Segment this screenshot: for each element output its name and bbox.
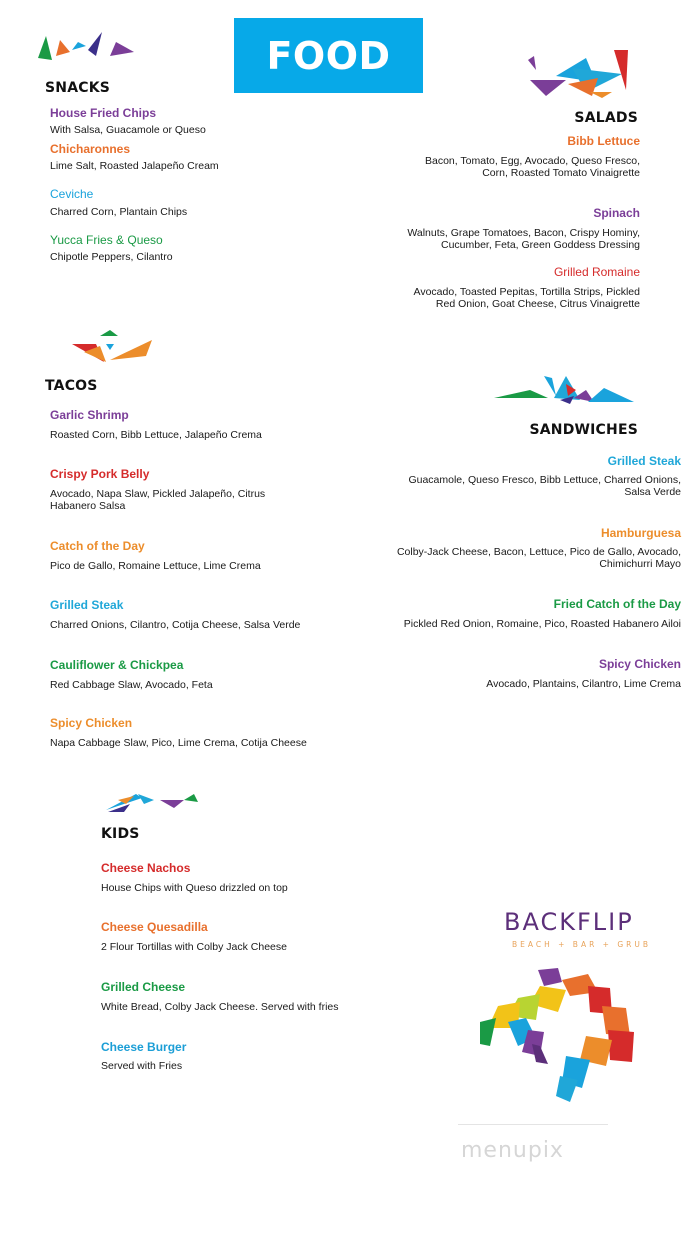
salad-item-desc: Corn, Roasted Tomato Vinaigrette [482, 167, 640, 179]
salad-item-name: Bibb Lettuce [567, 134, 640, 148]
taco-item-desc: Avocado, Napa Slaw, Pickled Jalapeño, Citrus [50, 488, 266, 500]
watermark: menupix [461, 1138, 564, 1163]
triangle-decoration [36, 30, 136, 62]
salad-item-name: Grilled Romaine [553, 265, 640, 279]
snack-item-desc: Lime Salt, Roasted Jalapeño Cream [50, 160, 219, 172]
kids-item-name: Cheese Nachos [101, 861, 191, 875]
snacks-heading: SNACKS [45, 80, 111, 96]
snack-item-desc: Charred Corn, Plantain Chips [50, 206, 188, 218]
sandwich-item-desc: Pickled Red Onion, Romaine, Pico, Roasted Habanero Ailoi [403, 618, 681, 630]
brand-tagline: BEACH + BAR + GRUB [512, 940, 652, 949]
taco-item-desc: Roasted Corn, Bibb Lettuce, Jalapeño Crema [50, 429, 262, 441]
snack-item-name: Ceviche [50, 187, 94, 201]
snack-item-desc: With Salsa, Guacamole or Queso [50, 124, 206, 136]
taco-item-name: Grilled Steak [50, 598, 124, 612]
sandwich-item-name: Fried Catch of the Day [553, 597, 681, 611]
salad-item-desc: Cucumber, Feta, Green Goddess Dressing [440, 239, 640, 251]
brand-logo: BACKFLIP [504, 908, 634, 936]
taco-item-name: Spicy Chicken [50, 716, 133, 730]
triangle-decoration [104, 790, 200, 814]
salad-item-desc: Avocado, Toasted Pepitas, Tortilla Strips, Pickled [413, 286, 640, 298]
taco-item-desc: Pico de Gallo, Romaine Lettuce, Lime Crema [50, 560, 261, 572]
taco-item-name: Garlic Shrimp [50, 408, 129, 422]
kids-item-name: Grilled Cheese [101, 980, 186, 994]
taco-item-desc: Napa Cabbage Slaw, Pico, Lime Crema, Cotija Cheese [50, 737, 307, 749]
sandwich-item-desc: Colby-Jack Cheese, Bacon, Lettuce, Pico de Gallo, Avocado, [396, 546, 681, 558]
salads-heading: SALADS [574, 110, 638, 126]
kids-item-name: Cheese Burger [101, 1040, 187, 1054]
kids-item-desc: White Bread, Colby Jack Cheese. Served with fries [101, 1001, 339, 1013]
sandwiches-heading: SANDWICHES [529, 422, 638, 438]
sandwich-item-desc: Chimichurri Mayo [599, 558, 681, 570]
sandwich-item-desc: Avocado, Plantains, Cilantro, Lime Crema [486, 678, 681, 690]
taco-item-desc: Habanero Salsa [50, 500, 126, 512]
kids-heading: KIDS [101, 826, 140, 842]
snack-item-name: Chicharonnes [50, 142, 131, 156]
triangle-decoration [494, 374, 636, 406]
tacos-heading: TACOS [45, 378, 98, 394]
salad-item-desc: Red Onion, Goat Cheese, Citrus Vinaigrette [435, 298, 640, 310]
diver-illustration [478, 966, 638, 1106]
food-banner [234, 18, 423, 93]
kids-item-desc: Served with Fries [101, 1060, 183, 1072]
triangle-decoration [70, 330, 154, 364]
page-title: FOOD [266, 33, 391, 78]
sandwich-item-name: Hamburguesa [600, 526, 681, 540]
taco-item-desc: Red Cabbage Slaw, Avocado, Feta [50, 679, 213, 691]
kids-item-desc: House Chips with Queso drizzled on top [101, 882, 288, 894]
snack-item-name: Yucca Fries & Queso [50, 233, 163, 247]
sandwich-item-name: Grilled Steak [607, 454, 681, 468]
watermark-divider [458, 1124, 608, 1125]
taco-item-name: Cauliflower & Chickpea [50, 658, 184, 672]
taco-item-name: Catch of the Day [50, 539, 145, 553]
salad-item-desc: Bacon, Tomato, Egg, Avocado, Queso Fresco, [425, 155, 640, 167]
snack-item-name: House Fried Chips [50, 106, 157, 120]
salad-item-name: Spinach [593, 206, 640, 220]
triangle-decoration [526, 48, 630, 100]
snack-item-desc: Chipotle Peppers, Cilantro [50, 251, 173, 263]
kids-item-desc: 2 Flour Tortillas with Colby Jack Cheese [101, 941, 287, 953]
sandwich-item-name: Spicy Chicken [598, 657, 681, 671]
taco-item-name: Crispy Pork Belly [50, 467, 150, 481]
sandwich-item-desc: Salsa Verde [624, 486, 681, 498]
sandwich-item-desc: Guacamole, Queso Fresco, Bibb Lettuce, Charred Onions, [408, 474, 681, 486]
kids-item-name: Cheese Quesadilla [101, 920, 208, 934]
salad-item-desc: Walnuts, Grape Tomatoes, Bacon, Crispy Hominy, [407, 227, 640, 239]
taco-item-desc: Charred Onions, Cilantro, Cotija Cheese, Salsa Verde [50, 619, 301, 631]
